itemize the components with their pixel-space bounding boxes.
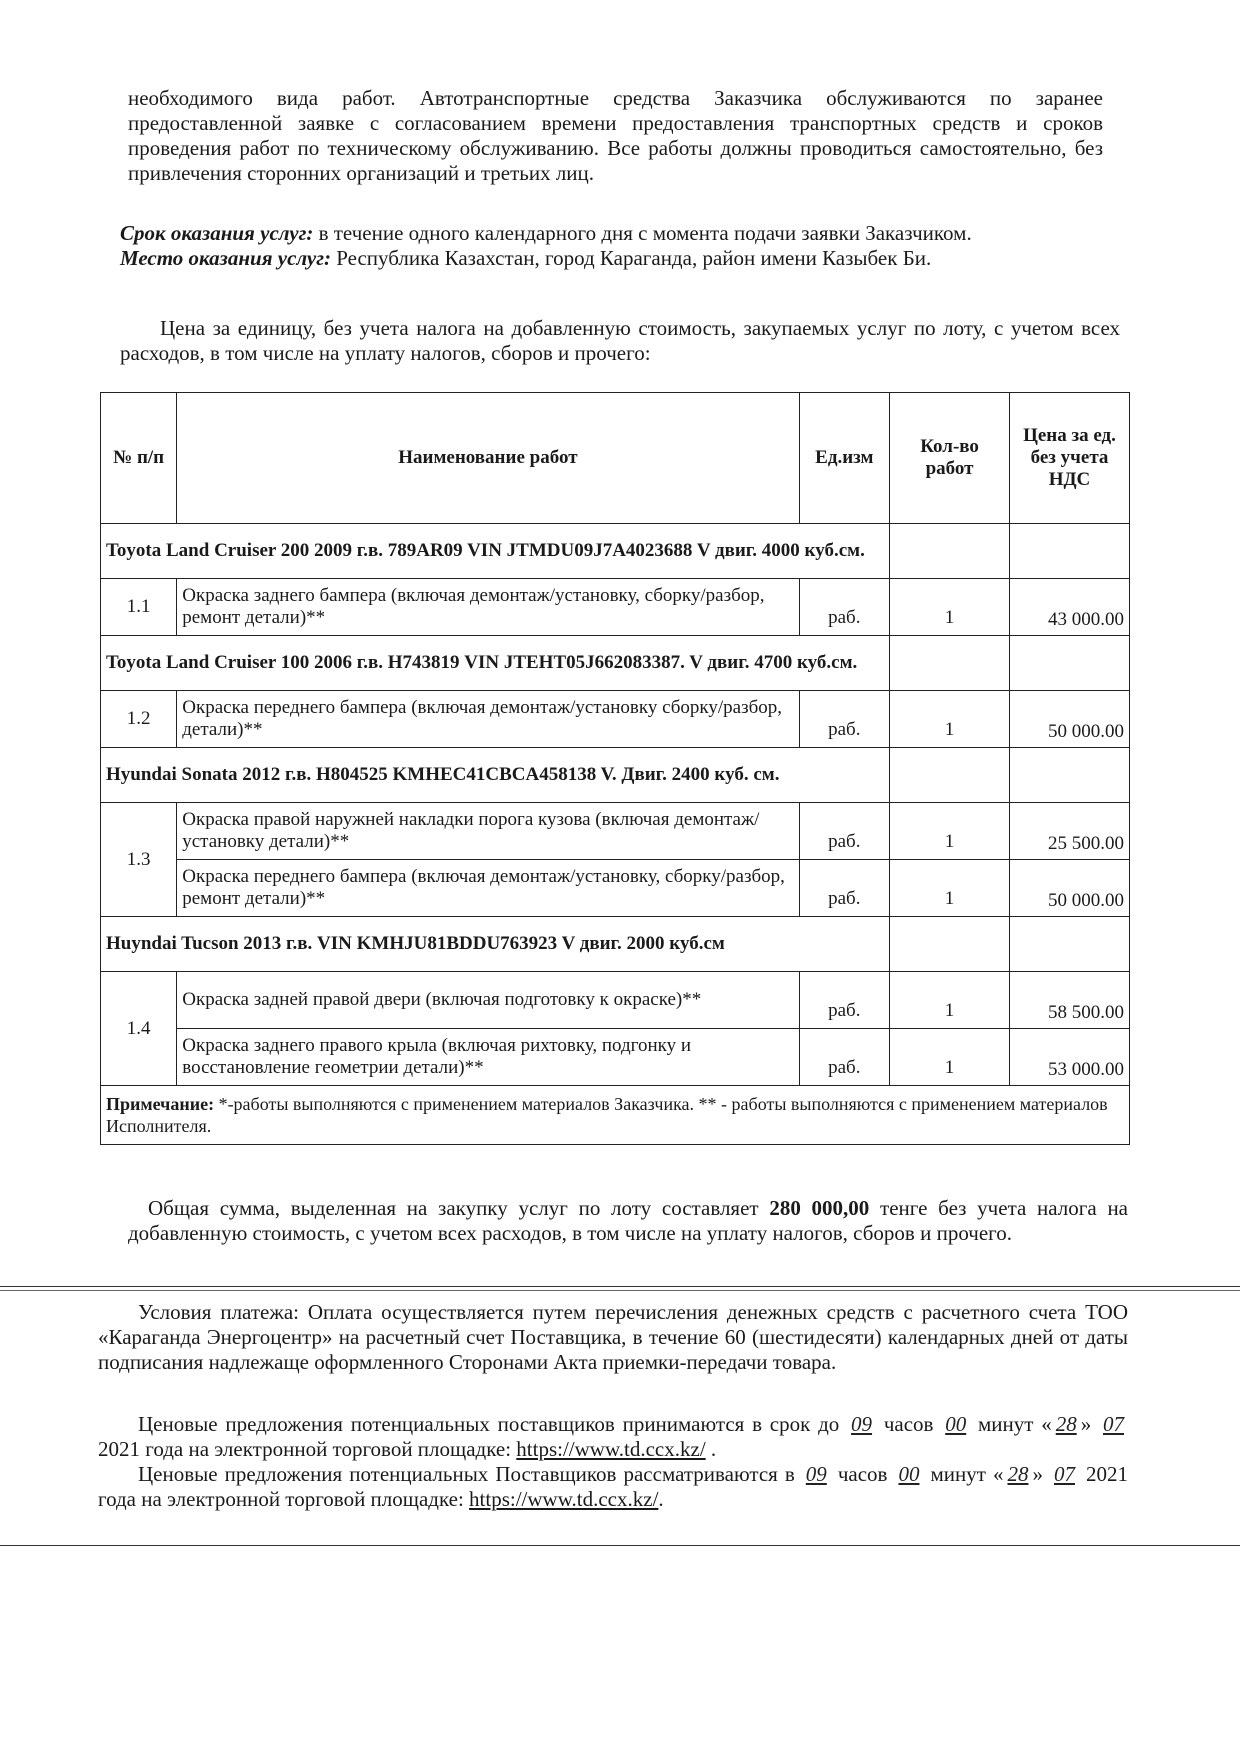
- handwritten-hour: 09: [851, 1412, 873, 1436]
- car-row: [101, 524, 1130, 579]
- work-name: Окраска задней правой двери (включая подготовку к окраске)**: [177, 972, 799, 1029]
- work-price: 25 500.00: [1010, 803, 1130, 860]
- empty-cell: [890, 748, 1010, 803]
- car-name: Toyota Land Cruiser 100 2006 г.в. Н743819 VIN JTEHT05J662083387. V двиг. 4700 куб.см.: [101, 636, 890, 691]
- empty-cell: [1010, 636, 1130, 691]
- divider: [0, 1545, 1240, 1546]
- header-num: № п/п: [101, 393, 177, 524]
- offers-deadline: [98, 1412, 1128, 1512]
- offers-accept-text: »: [1080, 1412, 1099, 1436]
- row-num: 1.3: [101, 803, 177, 917]
- work-name: Окраска заднего бампера (включая демонтаж/установку, сборку/разбор, ремонт детали)**: [177, 579, 799, 636]
- car-name: Hyundai Sonata 2012 г.в. H804525 KMHEC41CBCA458138 V. Двиг. 2400 куб. см.: [101, 748, 890, 803]
- handwritten-day: 28: [1007, 1462, 1029, 1486]
- offers-accept-text: .: [705, 1437, 717, 1461]
- offers-review-text: минут «: [923, 1462, 1004, 1486]
- service-place-text: Республика Казахстан, город Караганда, район имени Казыбек Би.: [330, 246, 932, 270]
- empty-cell: [1010, 524, 1130, 579]
- works-table: [100, 392, 1130, 1145]
- car-row: [101, 748, 1130, 803]
- empty-cell: [890, 636, 1010, 691]
- work-qty: 1: [890, 803, 1010, 860]
- work-unit: раб.: [799, 972, 890, 1029]
- empty-cell: [1010, 917, 1130, 972]
- work-unit: раб.: [799, 691, 890, 748]
- header-price: Цена за ед. без учета НДС: [1010, 393, 1130, 524]
- service-terms: [120, 221, 1120, 271]
- work-unit: раб.: [799, 579, 890, 636]
- car-row: [101, 636, 1130, 691]
- table-row: [101, 579, 1130, 636]
- service-place-label: Место оказания услуг:: [120, 246, 331, 270]
- offers-review-text: »: [1032, 1462, 1050, 1486]
- header-qty: Кол-во работ: [890, 393, 1010, 524]
- total-after: тенге без учета налога на добавленную стоимость, с учетом всех расходов, в том числе на уплату налогов, сборов и прочего.: [128, 1196, 1129, 1245]
- work-qty: 1: [890, 691, 1010, 748]
- work-unit: раб.: [799, 1029, 890, 1086]
- table-row: [101, 803, 1130, 860]
- offers-review-text: Ценовые предложения потенциальных Поставщиков рассматриваются в: [138, 1462, 802, 1486]
- header-unit: Ед.изм: [799, 393, 890, 524]
- work-name: Окраска правой наружней накладки порога кузова (включая демонтаж/установку детали)**: [177, 803, 799, 860]
- note-row: [101, 1086, 1130, 1145]
- total-amount: 280 000,00: [769, 1196, 870, 1220]
- row-num: 1.1: [101, 579, 177, 636]
- offers-review: [98, 1462, 1128, 1512]
- work-price: 50 000.00: [1010, 860, 1130, 917]
- work-name: Окраска переднего бампера (включая демонтаж/установку, сборку/разбор, ремонт детали)**: [177, 860, 799, 917]
- platform-link[interactable]: https://www.td.ccx.kz/: [516, 1437, 706, 1461]
- handwritten-month: 07: [1103, 1412, 1124, 1436]
- table-note: [101, 1086, 1130, 1145]
- offers-review-text: .: [658, 1487, 664, 1511]
- empty-cell: [890, 524, 1010, 579]
- table-row: [101, 860, 1130, 917]
- offers-accept-text: минут «: [970, 1412, 1052, 1436]
- note-label: Примечание:: [106, 1094, 215, 1114]
- service-period-text: в течение одного календарного дня с момента подачи заявки Заказчиком.: [313, 221, 972, 245]
- total-paragraph: [128, 1196, 1128, 1246]
- service-place: [120, 246, 1120, 271]
- handwritten-month: 07: [1054, 1462, 1075, 1486]
- handwritten-minute: 00: [898, 1462, 920, 1486]
- car-name: Huyndai Tucson 2013 г.в. VIN KMHJU81BDDU763923 V двиг. 2000 куб.см: [101, 917, 890, 972]
- divider: [0, 1290, 1240, 1291]
- handwritten-day: 28: [1055, 1412, 1077, 1436]
- offers-review-text: 2021 года на электронной торговой площадке:: [98, 1462, 1129, 1511]
- work-unit: раб.: [799, 860, 890, 917]
- empty-cell: [890, 917, 1010, 972]
- work-qty: 1: [890, 860, 1010, 917]
- work-qty: 1: [890, 579, 1010, 636]
- work-qty: 1: [890, 972, 1010, 1029]
- row-num: 1.2: [101, 691, 177, 748]
- offers-accept-text: Ценовые предложения потенциальных поставщиков принимаются в срок до: [138, 1412, 848, 1436]
- platform-link[interactable]: https://www.td.ccx.kz/: [469, 1487, 659, 1511]
- handwritten-hour: 09: [805, 1462, 827, 1486]
- work-price: 50 000.00: [1010, 691, 1130, 748]
- header-name: Наименование работ: [177, 393, 799, 524]
- intro-paragraph: необходимого вида работ. Автотранспортные средства Заказчика обслуживаются по заранее предоставленной заявке с согласованием времени предоставления транспортных средств и сроков проведения работ по техническому обслуживанию. Все работы должны проводиться самостоятельно, без привлечения сторонних организаций и третьих лиц.: [128, 86, 1103, 185]
- offers-accept: [98, 1412, 1128, 1462]
- offers-accept-text: 2021 года на электронной торговой площадке:: [98, 1437, 517, 1461]
- table-header-row: [101, 393, 1130, 524]
- table-row: [101, 972, 1130, 1029]
- car-name: Toyota Land Cruiser 200 2009 г.в. 789AR09 VIN JTMDU09J7A4023688 V двиг. 4000 куб.см.: [101, 524, 890, 579]
- divider: [0, 1286, 1240, 1287]
- row-num: 1.4: [101, 972, 177, 1086]
- total-before: Общая сумма, выделенная на закупку услуг по лоту составляет: [148, 1196, 770, 1220]
- service-period: [120, 221, 1120, 246]
- table-row: [101, 1029, 1130, 1086]
- empty-cell: [1010, 748, 1130, 803]
- work-qty: 1: [890, 1029, 1010, 1086]
- note-text: *-работы выполняются с применением материалов Заказчика. ** - работы выполняются с применением материалов Исполнителя.: [106, 1094, 1108, 1136]
- payment-terms: Условия платежа: Оплата осуществляется путем перечисления денежных средств с расчетного счета ТОО «Караганда Энергоцентр» на расчетный счет Поставщика, в течение 60 (шестидесяти) календарных дней от даты подписания надлежаще оформленного Сторонами Акта приемки-передачи товара.: [98, 1300, 1128, 1374]
- work-name: Окраска заднего правого крыла (включая рихтовку, подгонку и восстановление геометрии детали)**: [177, 1029, 799, 1086]
- offers-accept-text: часов: [876, 1412, 942, 1436]
- offers-review-text: часов: [830, 1462, 895, 1486]
- handwritten-minute: 00: [945, 1412, 967, 1436]
- service-period-label: Срок оказания услуг:: [120, 221, 314, 245]
- table-row: [101, 691, 1130, 748]
- work-price: 43 000.00: [1010, 579, 1130, 636]
- work-unit: раб.: [799, 803, 890, 860]
- car-row: [101, 917, 1130, 972]
- price-note: Цена за единицу, без учета налога на добавленную стоимость, закупаемых услуг по лоту, с учетом всех расходов, в том числе на уплату налогов, сборов и прочего:: [120, 316, 1120, 365]
- work-price: 53 000.00: [1010, 1029, 1130, 1086]
- work-price: 58 500.00: [1010, 972, 1130, 1029]
- work-name: Окраска переднего бампера (включая демонтаж/установку сборку/разбор, детали)**: [177, 691, 799, 748]
